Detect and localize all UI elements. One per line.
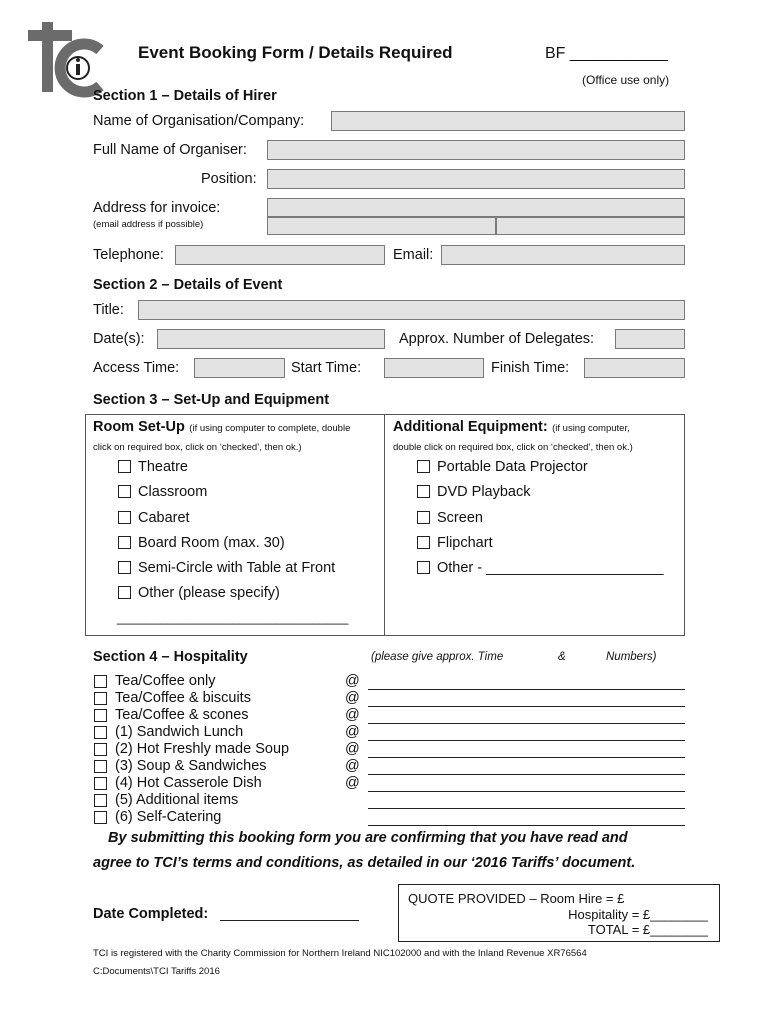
- hosp-at-6: @: [345, 758, 360, 774]
- dvd-checkbox[interactable]: [417, 485, 430, 498]
- room-setup-note-2: click on required box, click on ‘checked’, then ok.): [93, 442, 302, 453]
- boardroom-label: Board Room (max. 30): [138, 535, 285, 551]
- boardroom-checkbox[interactable]: [118, 536, 131, 549]
- hosp-line-1[interactable]: [368, 689, 685, 690]
- equipment-heading: [393, 418, 630, 436]
- position-field[interactable]: [267, 169, 685, 189]
- dates-field[interactable]: [157, 329, 385, 349]
- hosp-item-2: Tea/Coffee & biscuits: [115, 690, 251, 706]
- hosp-checkbox-9[interactable]: [94, 811, 107, 824]
- finish-time-label: Finish Time:: [491, 360, 570, 376]
- equip-other-checkbox[interactable]: [417, 561, 430, 574]
- organiser-field[interactable]: [267, 140, 685, 160]
- address-note: (email address if possible): [93, 219, 204, 230]
- hosp-item-4: (1) Sandwich Lunch: [115, 724, 244, 740]
- hosp-line-9[interactable]: [368, 825, 685, 826]
- dvd-label: DVD Playback: [437, 484, 531, 500]
- classroom-label: Classroom: [138, 484, 208, 500]
- hosp-line-2[interactable]: [368, 706, 685, 707]
- semicircle-checkbox[interactable]: [118, 561, 131, 574]
- hospitality-note-amp: &: [558, 651, 566, 663]
- office-use-note: (Office use only): [582, 73, 670, 87]
- table-divider: [384, 414, 385, 636]
- room-setup-note-1: (if using computer to complete, double: [189, 423, 351, 434]
- hosp-at-2: @: [345, 690, 360, 706]
- form-title: Event Booking Form / Details Required: [138, 43, 453, 62]
- access-time-field[interactable]: [194, 358, 285, 378]
- screen-label: Screen: [437, 510, 483, 526]
- hosp-item-9: (6) Self-Catering: [115, 809, 222, 825]
- quote-total: TOTAL = £________: [587, 922, 708, 937]
- confirm-text-2: agree to TCI’s terms and conditions, as detailed in our ‘2016 Tariffs’ document.: [93, 855, 636, 871]
- quote-hospitality: Hospitality = £________: [568, 907, 708, 922]
- section1-heading: Section 1 – Details of Hirer: [93, 88, 277, 104]
- bf-reference: BF ___________: [545, 45, 668, 62]
- event-title-field[interactable]: [138, 300, 685, 320]
- projector-label: Portable Data Projector: [437, 459, 588, 475]
- position-label: Position:: [201, 171, 257, 187]
- hosp-item-3: Tea/Coffee & scones: [115, 707, 249, 723]
- hosp-item-8: (5) Additional items: [115, 792, 239, 808]
- document-path: C:Documents\TCI Tariffs 2016: [93, 966, 220, 977]
- equipment-note-1: (if using computer,: [552, 423, 630, 434]
- section3-heading: Section 3 – Set-Up and Equipment: [93, 392, 330, 408]
- hosp-line-3[interactable]: [368, 723, 685, 724]
- tci-logo: [22, 18, 112, 98]
- hosp-checkbox-5[interactable]: [94, 743, 107, 756]
- room-other-label: Other (please specify): [138, 585, 280, 601]
- room-other-checkbox[interactable]: [118, 586, 131, 599]
- cabaret-checkbox[interactable]: [118, 511, 131, 524]
- email-field[interactable]: [441, 245, 685, 265]
- hosp-checkbox-3[interactable]: [94, 709, 107, 722]
- finish-time-field[interactable]: [584, 358, 685, 378]
- access-time-label: Access Time:: [93, 360, 180, 376]
- address-field-2[interactable]: [267, 217, 496, 235]
- room-other-line[interactable]: ________________________________: [117, 610, 349, 625]
- event-title-label: Title:: [93, 302, 124, 318]
- hosp-at-4: @: [345, 724, 360, 740]
- telephone-label: Telephone:: [93, 247, 164, 263]
- screen-checkbox[interactable]: [417, 511, 430, 524]
- date-completed-label: Date Completed:: [93, 906, 209, 922]
- hosp-at-5: @: [345, 741, 360, 757]
- hosp-at-7: @: [345, 775, 360, 791]
- section4-heading: Section 4 – Hospitality: [93, 649, 248, 665]
- charity-note: TCI is registered with the Charity Commission for Northern Ireland NIC102000 and with the Inland Revenue XR76564: [93, 948, 587, 959]
- hosp-line-4[interactable]: [368, 740, 685, 741]
- hosp-checkbox-6[interactable]: [94, 760, 107, 773]
- start-time-field[interactable]: [384, 358, 484, 378]
- hosp-checkbox-4[interactable]: [94, 726, 107, 739]
- hosp-item-6: (3) Soup & Sandwiches: [115, 758, 267, 774]
- hospitality-note-1: (please give approx. Time: [371, 651, 504, 663]
- hosp-line-8[interactable]: [368, 808, 685, 809]
- hosp-at-3: @: [345, 707, 360, 723]
- semicircle-label: Semi-Circle with Table at Front: [138, 560, 336, 576]
- hosp-line-5[interactable]: [368, 757, 685, 758]
- hosp-checkbox-2[interactable]: [94, 692, 107, 705]
- hosp-item-7: (4) Hot Casserole Dish: [115, 775, 262, 791]
- hosp-item-5: (2) Hot Freshly made Soup: [115, 741, 290, 757]
- hosp-item-1: Tea/Coffee only: [115, 673, 216, 689]
- equipment-title: Additional Equipment:: [393, 419, 548, 435]
- hosp-checkbox-1[interactable]: [94, 675, 107, 688]
- organiser-label: Full Name of Organiser:: [93, 142, 247, 158]
- classroom-checkbox[interactable]: [118, 485, 131, 498]
- hosp-line-6[interactable]: [368, 774, 685, 775]
- quote-room-hire: QUOTE PROVIDED – Room Hire = £: [408, 891, 625, 906]
- theatre-label: Theatre: [138, 459, 188, 475]
- address-label: Address for invoice:: [93, 200, 221, 216]
- hosp-checkbox-7[interactable]: [94, 777, 107, 790]
- hosp-at-1: @: [345, 673, 360, 689]
- delegates-field[interactable]: [615, 329, 685, 349]
- delegates-label: Approx. Number of Delegates:: [399, 331, 595, 347]
- hosp-line-7[interactable]: [368, 791, 685, 792]
- section2-heading: Section 2 – Details of Event: [93, 277, 283, 293]
- equip-other-label: Other - ______________________: [437, 560, 664, 576]
- dates-label: Date(s):: [93, 331, 145, 347]
- cabaret-label: Cabaret: [138, 510, 190, 526]
- room-setup-title: Room Set-Up: [93, 419, 185, 435]
- hospitality-note-2: Numbers): [606, 651, 657, 663]
- address-field-3[interactable]: [496, 217, 685, 235]
- org-label: Name of Organisation/Company:: [93, 113, 305, 129]
- confirm-text-1: By submitting this booking form you are confirming that you have read and: [108, 830, 628, 846]
- theatre-checkbox[interactable]: [118, 460, 131, 473]
- address-field-1[interactable]: [267, 198, 685, 217]
- email-label: Email:: [393, 247, 434, 263]
- org-field[interactable]: [331, 111, 685, 131]
- telephone-field[interactable]: [175, 245, 385, 265]
- room-setup-heading: [93, 418, 350, 436]
- flipchart-checkbox[interactable]: [417, 536, 430, 549]
- hosp-checkbox-8[interactable]: [94, 794, 107, 807]
- date-completed-line[interactable]: [220, 920, 359, 921]
- start-time-label: Start Time:: [291, 360, 362, 376]
- flipchart-label: Flipchart: [437, 535, 493, 551]
- projector-checkbox[interactable]: [417, 460, 430, 473]
- equipment-note-2: double click on required box, click on ‘checked’, then ok.): [393, 442, 633, 453]
